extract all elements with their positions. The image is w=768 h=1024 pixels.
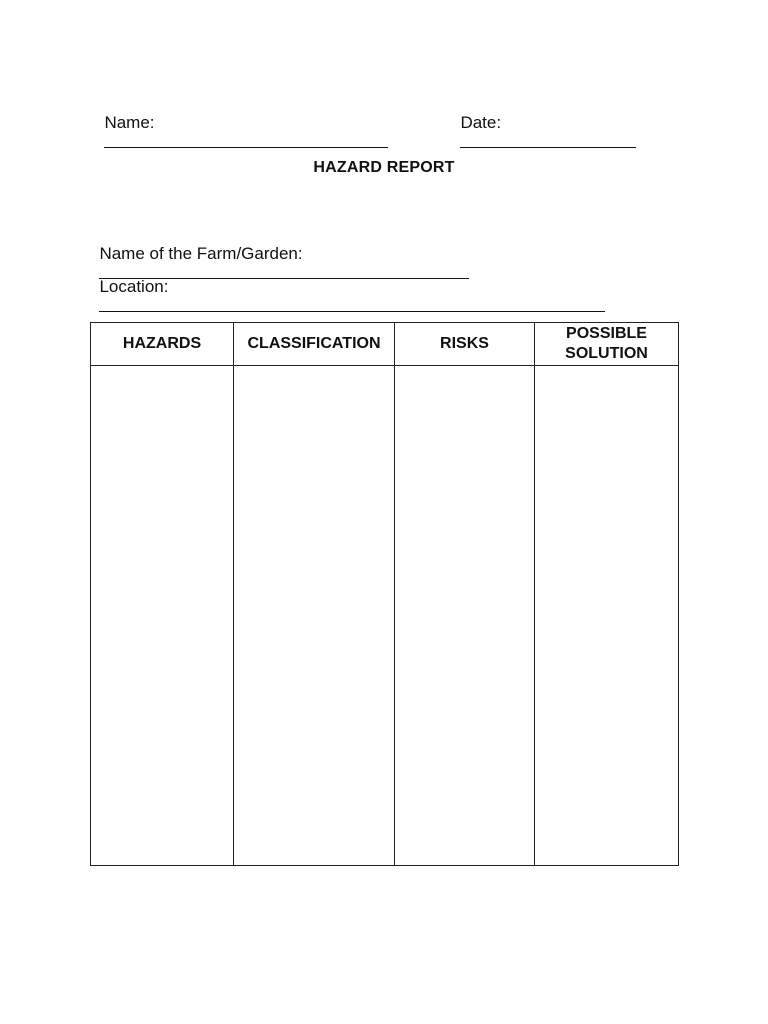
- farm-name-label: Name of the Farm/Garden:: [99, 244, 303, 263]
- name-label: Name:: [104, 113, 155, 132]
- possible-solution-cell[interactable]: [535, 366, 679, 866]
- date-field: [451, 93, 636, 153]
- hazard-table: [90, 322, 679, 866]
- risks-cell[interactable]: [395, 366, 535, 866]
- date-label: Date:: [460, 113, 502, 132]
- column-header-classification: CLASSIFICATION: [234, 323, 395, 366]
- column-header-possible-solution: POSSIBLE SOLUTION: [535, 323, 679, 366]
- table-header-row: [91, 323, 679, 366]
- name-blank[interactable]: [104, 133, 388, 148]
- table-row: [91, 366, 679, 866]
- date-blank[interactable]: [460, 133, 636, 148]
- classification-cell[interactable]: [234, 366, 395, 866]
- column-header-hazards: HAZARDS: [91, 323, 234, 366]
- hazards-cell[interactable]: [91, 366, 234, 866]
- location-label: Location:: [99, 277, 169, 296]
- page-title: HAZARD REPORT: [313, 159, 455, 176]
- name-field: [95, 93, 388, 153]
- column-header-risks: RISKS: [395, 323, 535, 366]
- location-field: [90, 257, 605, 317]
- location-blank[interactable]: [99, 297, 605, 312]
